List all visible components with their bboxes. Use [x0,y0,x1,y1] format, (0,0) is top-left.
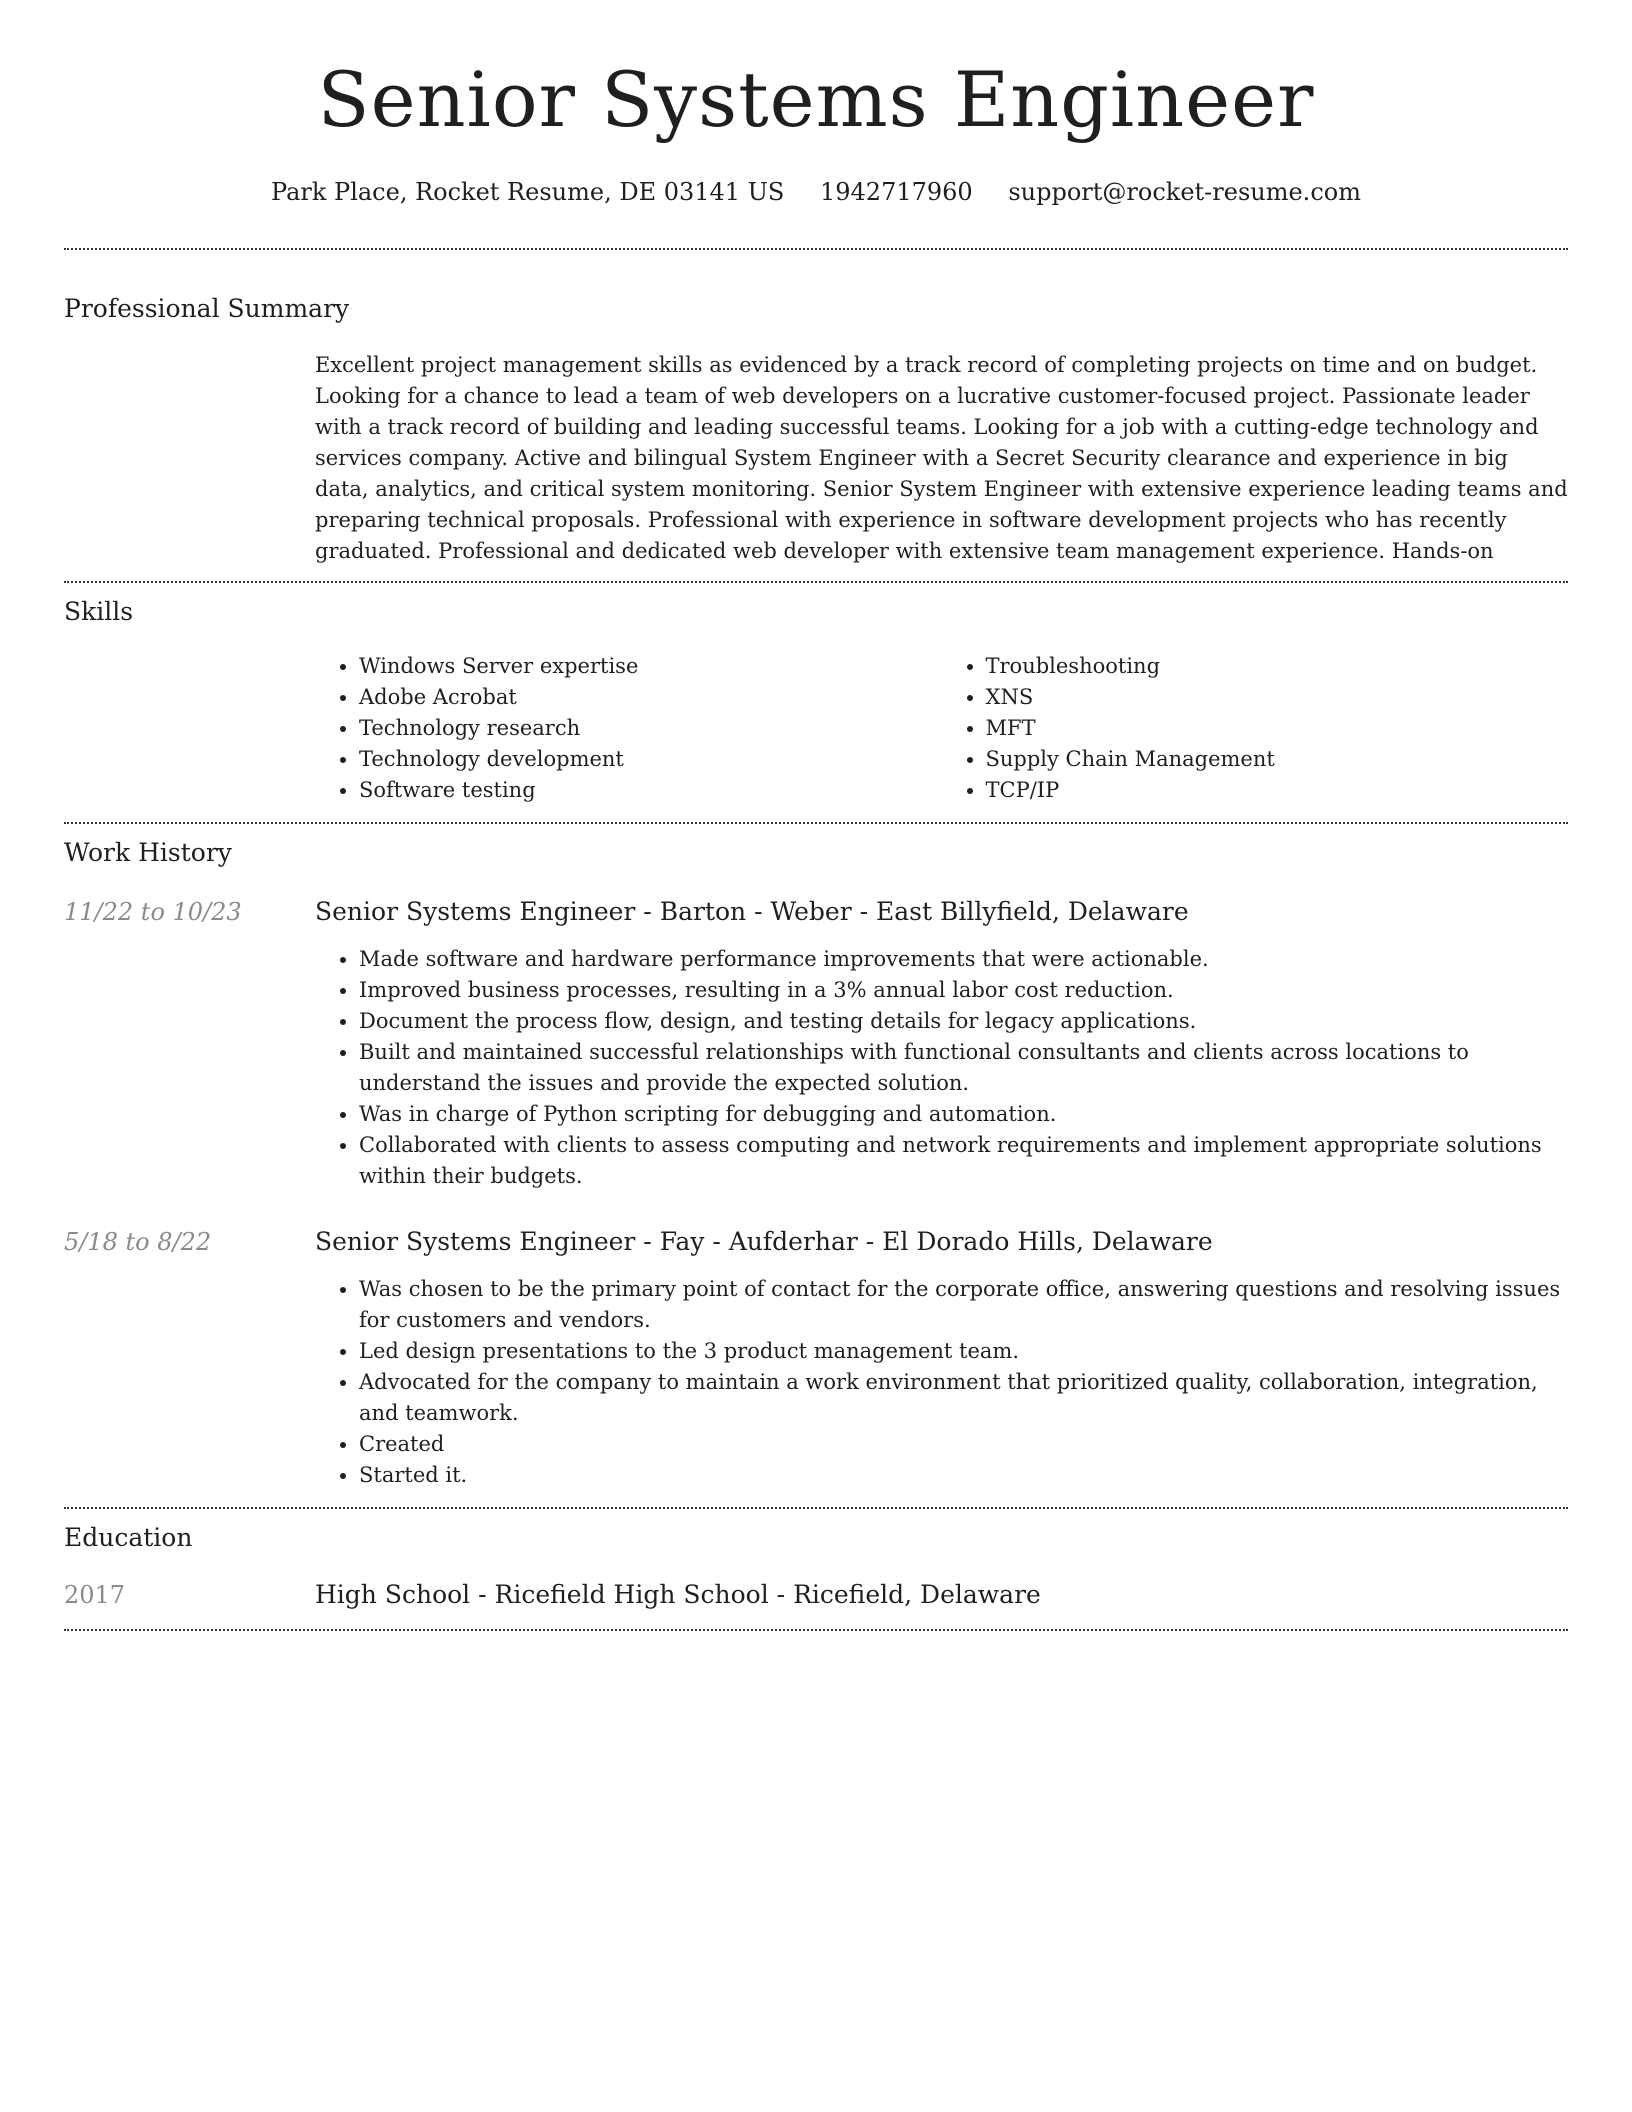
skill-item: • Technology research [359,713,942,744]
skill-item: • Software testing [359,775,942,806]
education-details: High School - Ricefield High School - Ricefield, Delaware [315,1580,1041,1609]
skill-item: • XNS [986,682,1569,713]
divider [64,581,1568,583]
skill-item: • Windows Server expertise [359,651,942,682]
job-entry [64,1226,1568,1491]
job-bullet: • Built and maintained successful relationships with functional consultants and clients across locations to understand the issues and provide the expected solution. [359,1037,1568,1099]
divider [64,1507,1568,1509]
job-bullet: • Collaborated with clients to assess computing and network requirements and implement appropriate solutions within their budgets. [359,1130,1568,1192]
skills-list [315,651,1568,822]
job-bullet: • Was in charge of Python scripting for debugging and automation. [359,1099,1568,1130]
skills-column-right [942,651,1569,806]
job-bullet: • Advocated for the company to maintain a work environment that prioritized quality, collaboration, integration, and teamwork. [359,1367,1568,1429]
skills-column-left [315,651,942,806]
job-bullet: • Document the process flow, design, and testing details for legacy applications. [359,1006,1568,1037]
job-title: Senior Systems Engineer - Fay - Aufderhar - El Dorado Hills, Delaware [315,1227,1213,1256]
job-bullet: • Led design presentations to the 3 product management team. [359,1336,1568,1367]
job-title: Senior Systems Engineer - Barton - Weber - East Billyfield, Delaware [315,897,1189,926]
education-entry [64,1579,1568,1629]
education-date: 2017 [64,1581,126,1609]
job-bullet: • Improved business processes, resulting in a 3% annual labor cost reduction. [359,975,1568,1006]
email: support@rocket-resume.com [1008,178,1361,206]
job-bullets [315,1274,1568,1491]
skill-item: • Technology development [359,744,942,775]
job-bullet: • Was chosen to be the primary point of contact for the corporate office, answering questions and resolving issues for customers and vendors. [359,1274,1568,1336]
contact-line [64,176,1568,208]
skill-item: • Supply Chain Management [986,744,1569,775]
job-date: 11/22 to 10/23 [64,898,242,926]
job-bullets [315,944,1568,1192]
summary-heading: Professional Summary [64,294,350,323]
job-date: 5/18 to 8/22 [64,1228,212,1256]
divider [64,822,1568,824]
job-bullet: • Made software and hardware performance improvements that were actionable. [359,944,1568,975]
skill-item: • TCP/IP [986,775,1569,806]
divider [64,248,1568,250]
skill-item: • Adobe Acrobat [359,682,942,713]
skill-item: • Troubleshooting [986,651,1569,682]
candidate-name: Senior Systems Engineer [317,55,1315,144]
job-details [315,896,1568,1192]
summary-text: Excellent project management skills as evidenced by a track record of completing projects on time and on budget. Looking for a chance to lead a team of web developers on a lucrative customer-focused project. Passionate leader with a track record of building and leading successful teams. Looking for a job with a cutting-edge technology and services company. Active and bilingual System Engineer with a Secret Security clearance and experience in big data, analytics, and critical system monitoring. Senior System Engineer with extensive experience leading teams and preparing technical proposals. Professional with experience in software development projects who has recently graduated. Professional and dedicated web developer with extensive team management experience. Hands-on [315,353,1568,563]
skill-item: • MFT [986,713,1569,744]
job-details [315,1226,1568,1491]
work-history-heading: Work History [64,838,232,867]
divider [64,1629,1568,1631]
education-heading: Education [64,1523,193,1552]
skills-heading: Skills [64,597,134,626]
phone: 1942717960 [820,178,973,206]
job-bullet: • Created [359,1429,1568,1460]
job-entry [64,896,1568,1192]
job-bullet: • Started it. [359,1460,1568,1491]
address: Park Place, Rocket Resume, DE 03141 US [271,178,785,206]
